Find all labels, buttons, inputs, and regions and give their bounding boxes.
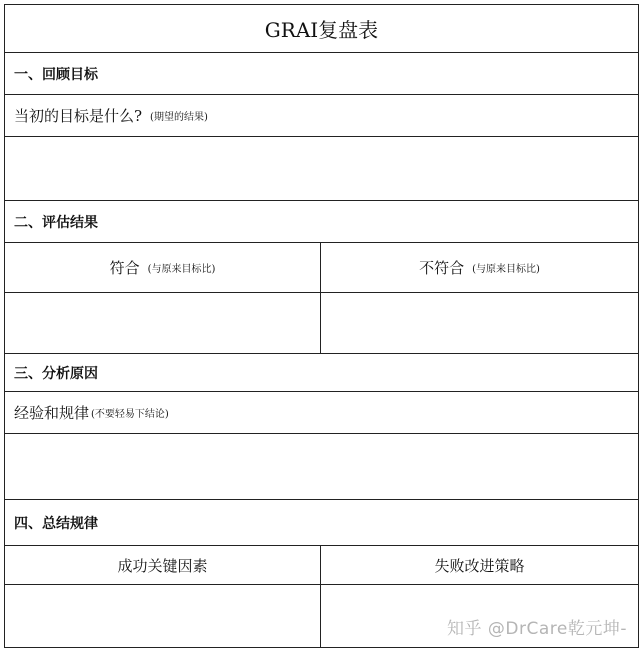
section-heading-text: 一、回顾目标 xyxy=(14,66,98,83)
summary-header-row xyxy=(5,546,638,585)
section-heading-text: 三、分析原因 xyxy=(14,365,98,382)
not-matches-header-cell xyxy=(321,243,638,292)
experience-answer-cell[interactable] xyxy=(5,434,638,500)
success-factors-header-cell xyxy=(5,546,321,584)
not-matches-header-text: 不符合 xyxy=(419,259,465,277)
goal-question-row xyxy=(5,95,638,137)
goal-answer-cell[interactable] xyxy=(5,137,638,201)
grai-review-sheet xyxy=(4,4,639,648)
section-summarize-rules-heading xyxy=(5,500,638,546)
success-factors-header-text: 成功关键因素 xyxy=(117,556,208,575)
matches-header-note: (与原来目标比) xyxy=(147,264,216,275)
section-heading-text: 四、总结规律 xyxy=(14,515,98,532)
experience-question-row xyxy=(5,392,638,434)
matches-header-text: 符合 xyxy=(109,259,140,277)
failure-strategy-header-text: 失败改进策略 xyxy=(434,556,525,575)
matches-header-cell xyxy=(5,243,321,292)
matches-answer-cell[interactable] xyxy=(5,293,321,353)
evaluate-answer-row xyxy=(5,293,638,354)
section-heading-text: 二、评估结果 xyxy=(14,214,98,231)
not-matches-header-note: (与原来目标比) xyxy=(472,264,540,275)
evaluate-header-row xyxy=(5,243,638,293)
experience-question-note: (不要轻易下结论) xyxy=(91,409,169,420)
not-matches-answer-cell[interactable] xyxy=(321,293,638,353)
section-review-goals-heading xyxy=(5,53,638,95)
experience-question-text: 经验和规律 xyxy=(14,404,90,422)
goal-question-note: (期望的结果) xyxy=(150,112,208,123)
goal-question-text: 当初的目标是什么? xyxy=(14,107,143,125)
section-evaluate-results-heading xyxy=(5,201,638,243)
section-analyze-causes-heading xyxy=(5,354,638,392)
zhihu-watermark: 知乎 @DrCare乾元坤- xyxy=(447,619,627,639)
sheet-title xyxy=(5,5,638,53)
success-factors-answer-cell[interactable] xyxy=(5,585,321,647)
failure-strategy-header-cell xyxy=(321,546,638,584)
sheet-title-text: GRAI复盘表 xyxy=(264,18,379,42)
